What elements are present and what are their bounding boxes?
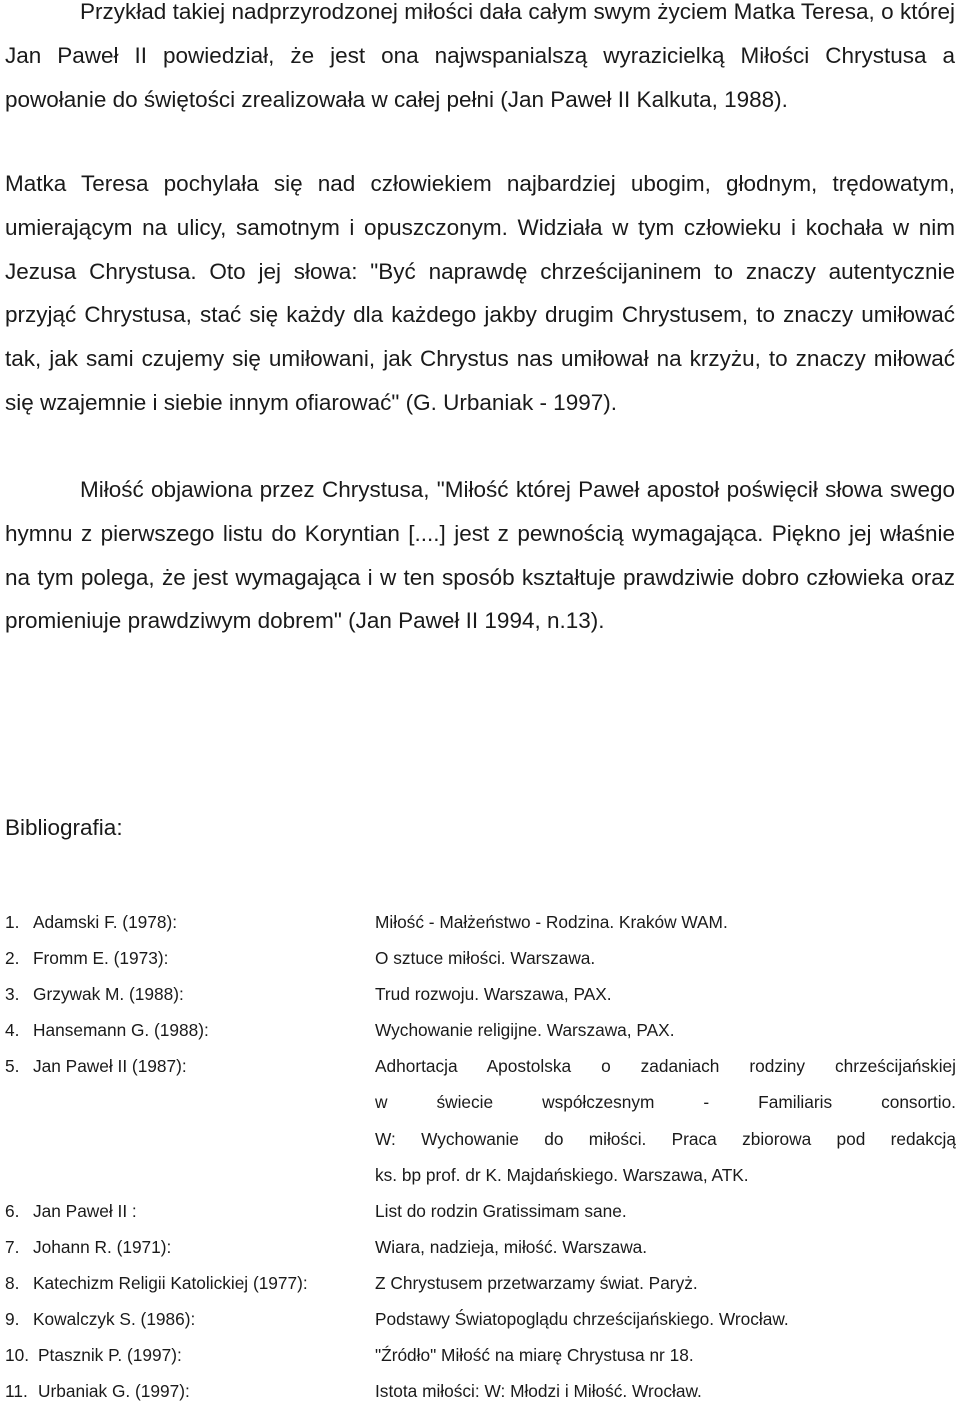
- bibliography-item: [5, 1048, 956, 1192]
- bibliography-item-number: 3.: [5, 984, 20, 1005]
- bibliography-item-author: Adamski F. (1978):: [33, 912, 178, 932]
- bibliography-item-author: Kowalczyk S. (1986):: [33, 1309, 196, 1330]
- bibliography-item-number: 4.: [5, 1020, 20, 1041]
- bibliography-item-author: Hansemann G. (1988):: [33, 1020, 209, 1041]
- bibliography-item-author: Urbaniak G. (1997):: [38, 1381, 190, 1402]
- bibliography-item-number: 1.: [5, 912, 20, 932]
- bibliography-item-number: 7.: [5, 1236, 20, 1257]
- bibliography-item-work: Adhortacja Apostolska o zadaniach rodziny chrześcijańskiej: [375, 1056, 956, 1077]
- bibliography-item: [5, 1193, 956, 1229]
- bibliography-item-work-continued: ks. bp prof. dr K. Majdańskiego. Warszawa, ATK.: [375, 1164, 749, 1185]
- bibliography-item-work: Miłość - Małżeństwo - Rodzina. Kraków WAM.: [375, 912, 728, 932]
- bibliography-item: [5, 1012, 956, 1048]
- bibliography-heading: Bibliografia:: [5, 815, 123, 840]
- bibliography-item-author: Johann R. (1971):: [33, 1236, 172, 1257]
- bibliography-item: [5, 940, 956, 976]
- bibliography-item-work: Wiara, nadzieja, miłość. Warszawa.: [375, 1236, 648, 1257]
- bibliography-item-number: 5.: [5, 1056, 20, 1077]
- bibliography-item-work: O sztuce miłości. Warszawa.: [375, 948, 596, 969]
- bibliography-item-number: 8.: [5, 1272, 20, 1293]
- bibliography-list: [5, 904, 956, 1409]
- bibliography-item-author: Jan Paweł II :: [33, 1200, 137, 1221]
- bibliography-item: [5, 1301, 956, 1337]
- bibliography-item: [5, 1337, 956, 1373]
- bibliography-item-number: 2.: [5, 948, 20, 969]
- bibliography-item-work: Z Chrystusem przetwarzamy świat. Paryż.: [375, 1272, 698, 1293]
- bibliography-item-author: Ptasznik P. (1997):: [38, 1345, 182, 1366]
- bibliography-item-author: Jan Paweł II (1987):: [33, 1056, 187, 1077]
- bibliography-item-work: Wychowanie religijne. Warszawa, PAX.: [375, 1020, 675, 1041]
- bibliography-item-author: Katechizm Religii Katolickiej (1977):: [33, 1272, 308, 1293]
- bibliography-item-number: 10.: [5, 1345, 30, 1366]
- bibliography-item-work: Trud rozwoju. Warszawa, PAX.: [375, 984, 612, 1005]
- bibliography-item: [5, 1265, 956, 1301]
- bibliography-item-number: 9.: [5, 1309, 20, 1330]
- bibliography-item-author: Fromm E. (1973):: [33, 948, 169, 969]
- bibliography-item-number: 6.: [5, 1200, 20, 1221]
- bibliography-item-work: List do rodzin Gratissimam sane.: [375, 1200, 627, 1221]
- bibliography-item-work: Podstawy Światopoglądu chrześcijańskiego. Wrocław.: [375, 1309, 789, 1330]
- bibliography-item-work-continued: w świecie współczesnym - Familiaris consortio.: [375, 1092, 956, 1113]
- bibliography-item-work: "Źródło" Miłość na miarę Chrystusa nr 18.: [375, 1345, 694, 1366]
- bibliography-item: [5, 1229, 956, 1265]
- bibliography-item-number: 11.: [5, 1381, 28, 1402]
- bibliography-item: [5, 904, 956, 940]
- bibliography-item-author: Grzywak M. (1988):: [33, 984, 184, 1005]
- bibliography-item-work-continued: W: Wychowanie do miłości. Praca zbiorowa pod redakcją: [375, 1128, 956, 1149]
- paragraph: Miłość objawiona przez Chrystusa, "Miłość której Paweł apostoł poświęcił słowa swego hymnu z pierwszego listu do Koryntian [....] jest z pewnością wymagająca. Piękno jej właśnie na tym polega, że jest wymagająca i w ten sposób kształtuje prawdziwie dobro człowieka oraz promieniuje prawdziwym dobrem" (Jan Paweł II 1994, n.13).: [5, 477, 955, 634]
- bibliography-item-work: Istota miłości: W: Młodzi i Miłość. Wrocław.: [375, 1381, 702, 1402]
- bibliography-item: [5, 976, 956, 1012]
- paragraph: Przykład takiej nadprzyrodzonej miłości dała całym swym życiem Matka Teresa, o której Jan Paweł II powiedział, że jest ona najwspanialszą wyrazicielką Miłości Chrystusa a powołanie do świętości zrealizowała w całej pełni (Jan Paweł II Kalkuta, 1988).: [5, 0, 955, 112]
- paragraph: Matka Teresa pochylała się nad człowiekiem najbardziej ubogim, głodnym, trędowatym, umierającym na ulicy, samotnym i opuszczonym. Widziała w tym człowieku i kochała w nim Jezusa Chrystusa. Oto jej słowa: "Być naprawdę chrześcijaninem to znaczy autentycznie przyjąć Chrystusa, stać się każdy dla każdego jakby drugim Chrystusem, to znaczy umiłować tak, jak sami czujemy się umiłowani, jak Chrystus nas umiłował na krzyżu, to znaczy miłować się wzajemnie i siebie innym ofiarować" (G. Urbaniak - 1997).: [5, 171, 955, 415]
